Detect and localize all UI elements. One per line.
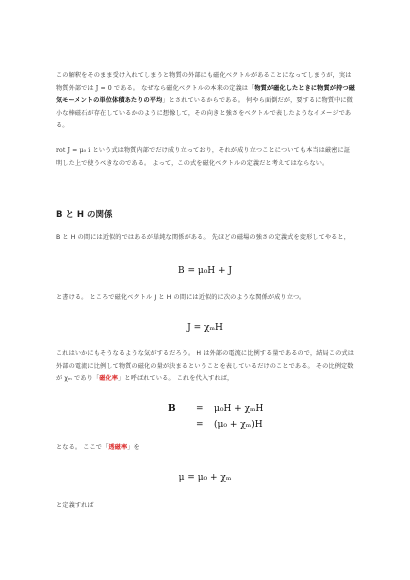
- text-segment: 」とされているからである。 何やら面倒だが，要するに物質中に微小な棒磁石が存在しているかのように想像して，その向きと強さをベクトルで表したようなイメージである。: [56, 97, 353, 129]
- section-heading: B と H の関係: [56, 210, 113, 220]
- text-segment: となる。 ここで「: [56, 444, 109, 451]
- inline-math: J = 0: [95, 84, 112, 92]
- equals-sign: =: [196, 420, 204, 430]
- paragraph-j-h-relation: と書ける。 ところで磁化ベクトル J と H の間には近似的に次のような関係が成り立つ。: [56, 294, 306, 301]
- equation-rhs: (μ₀ + χₘ)H: [214, 420, 263, 430]
- paragraph-rot-j: [56, 145, 356, 170]
- equation-j-chi-h: J = χₘH: [187, 323, 223, 333]
- bold-definition: 物質が磁化したときに物質が持つ磁気モーメントの単位体積あたりの平均: [56, 84, 355, 104]
- paragraph-magnetization-interpretation: [56, 70, 356, 133]
- inline-math: rot J = μ₀ i: [56, 147, 91, 154]
- paragraph-closing: と定義すれば: [56, 502, 94, 509]
- text-segment: 」を: [127, 444, 140, 451]
- equals-sign: =: [196, 404, 204, 414]
- text-segment: これはいかにもそうなるような気がするだろう。 H は外部の電流に比例する量であるので，結局この式は外部の電流に比例して物質の磁化の量が決まるということを表しているだけのことである。 その比例定数が χₘ であり「: [56, 350, 354, 382]
- term-susceptibility: 磁化率: [99, 375, 119, 382]
- equation-rhs: μ₀H + χₘH: [214, 404, 264, 414]
- text-segment: という式は物質内部でだけ成り立っており，それが成り立つことについても本当は厳密に証明した上で使うべきなのである。 よって，この式を磁化ベクトルの定義だと考えてはならない。: [56, 147, 351, 167]
- term-permeability: 透磁率: [108, 444, 128, 451]
- equation-lhs: B: [168, 404, 176, 414]
- paragraph-permeability-intro: [56, 442, 356, 455]
- text-segment: この解釈をそのまま受け入れてしまうと物質の外部にも磁化ベクトルがあることになってしまうが，実は物質外部では: [56, 72, 352, 92]
- paragraph-susceptibility: [56, 348, 356, 386]
- equation-b-definition: B = μ₀H + J: [177, 266, 233, 276]
- equation-permeability: μ = μ₀ + χₘ: [178, 473, 232, 483]
- text-segment: 」と呼ばれている。 これを代入すれば，: [118, 375, 234, 382]
- paragraph-b-h-intro: B と H の間には近似的ではあるが単純な関係がある。 先ほどの磁場の強さの定義式を変形してやると，: [56, 234, 351, 241]
- text-segment: である。 なぜなら磁化ベクトルの本来の定義は「: [111, 84, 255, 92]
